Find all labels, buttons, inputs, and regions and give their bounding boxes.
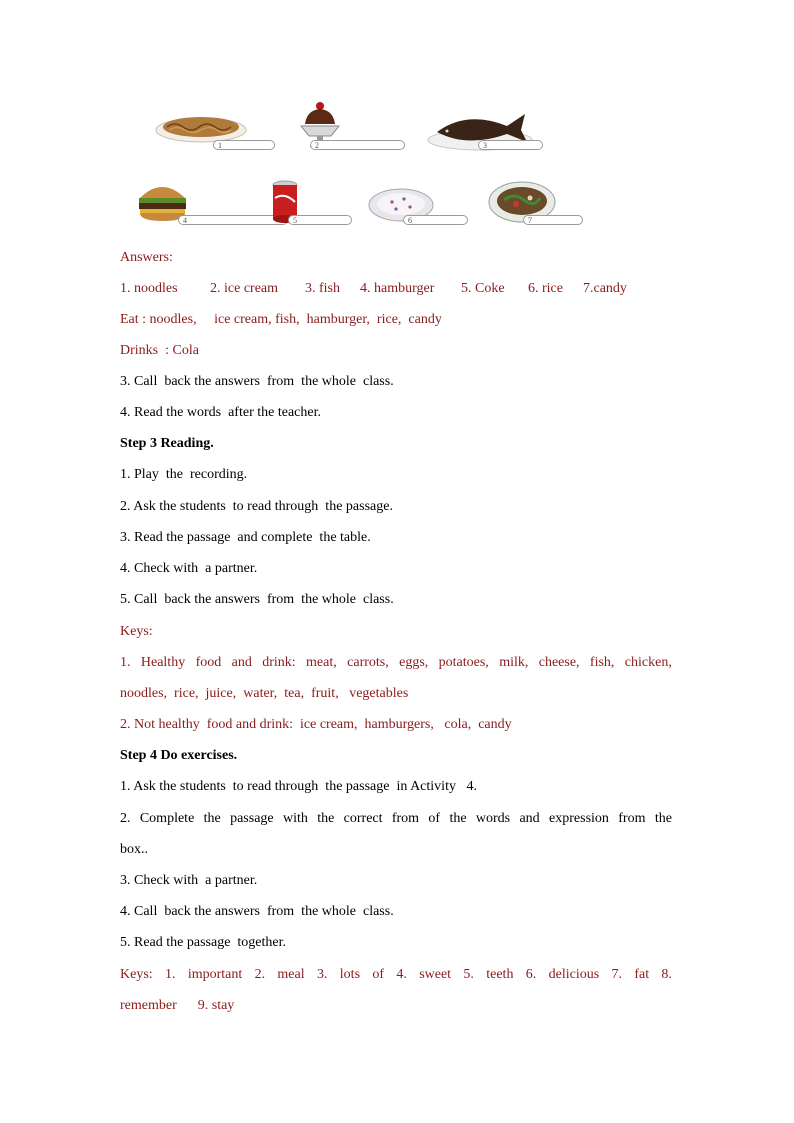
step4-keys-line-2: remember 9. stay bbox=[120, 998, 235, 1013]
step3-key-2: 2. Not healthy food and drink: ice cream, hamburgers, cola, candy bbox=[120, 717, 512, 732]
word: passage bbox=[230, 811, 274, 826]
step4-title: Step 4 Do exercises. bbox=[120, 748, 238, 763]
word: the bbox=[203, 811, 221, 826]
picture-label-1: 1 bbox=[213, 140, 275, 150]
step4-item-2-line-2: box.. bbox=[120, 842, 148, 857]
word: 2. bbox=[120, 811, 131, 826]
word: chicken, bbox=[624, 655, 672, 670]
word: teeth bbox=[486, 967, 514, 982]
word: 8. bbox=[661, 967, 672, 982]
word: from bbox=[618, 811, 646, 826]
word: Healthy bbox=[140, 655, 186, 670]
picture-label-4: 4 bbox=[178, 215, 288, 225]
word: eggs, bbox=[399, 655, 429, 670]
word: the bbox=[317, 811, 335, 826]
word: important bbox=[187, 967, 243, 982]
step3-keys-heading: Keys: bbox=[120, 624, 153, 639]
noodles-image bbox=[155, 110, 247, 144]
step3-item-4: 4. Check with a partner. bbox=[120, 561, 258, 576]
answer-item: 3. fish bbox=[305, 281, 340, 296]
word: 2. bbox=[254, 967, 266, 982]
word: 5. bbox=[463, 967, 474, 982]
step3-item-5: 5. Call back the answers from the whole class. bbox=[120, 592, 394, 607]
step4-item-4: 4. Call back the answers from the whole class. bbox=[120, 904, 394, 919]
word: the bbox=[654, 811, 672, 826]
step2-item-3: 3. Call back the answers from the whole class. bbox=[120, 374, 394, 389]
word: fish, bbox=[589, 655, 615, 670]
word: 7. bbox=[611, 967, 622, 982]
step3-item-1: 1. Play the recording. bbox=[120, 467, 248, 482]
answers-eat: Eat : noodles, ice cream, fish, hamburger, rice, candy bbox=[120, 312, 442, 327]
word: from bbox=[391, 811, 420, 826]
word: 4. bbox=[396, 967, 407, 982]
word: of bbox=[372, 967, 385, 982]
word: with bbox=[282, 811, 308, 826]
step2-item-4: 4. Read the words after the teacher. bbox=[120, 405, 321, 420]
word: 1. bbox=[165, 967, 176, 982]
answers-heading: Answers: bbox=[120, 250, 173, 265]
word: meat, bbox=[306, 655, 337, 670]
answer-item: 6. rice bbox=[528, 281, 563, 296]
word: milk, bbox=[499, 655, 529, 670]
word: and bbox=[231, 655, 252, 670]
word: fat bbox=[634, 967, 650, 982]
word: correct bbox=[343, 811, 383, 826]
word: drink: bbox=[262, 655, 296, 670]
word: potatoes, bbox=[438, 655, 489, 670]
answer-item: 1. noodles bbox=[120, 281, 178, 296]
word: cheese, bbox=[538, 655, 580, 670]
picture-label-2: 2 bbox=[310, 140, 405, 150]
word: food bbox=[195, 655, 222, 670]
word: 1. bbox=[120, 655, 131, 670]
word: words bbox=[475, 811, 511, 826]
picture-label-6: 6 bbox=[403, 215, 468, 225]
step4-item-1: 1. Ask the students to read through the passage in Activity 4. bbox=[120, 779, 477, 794]
answer-item: 7.candy bbox=[583, 281, 627, 296]
word: of bbox=[428, 811, 441, 826]
word: Keys: bbox=[120, 967, 153, 982]
word: 6. bbox=[525, 967, 537, 982]
word: delicious bbox=[548, 967, 600, 982]
step3-key-1-line-1 bbox=[120, 655, 672, 671]
word: carrots, bbox=[347, 655, 389, 670]
step3-item-3: 3. Read the passage and complete the table. bbox=[120, 530, 371, 545]
food-picture-panel bbox=[120, 95, 590, 235]
step4-item-3: 3. Check with a partner. bbox=[120, 873, 258, 888]
step4-item-5: 5. Read the passage together. bbox=[120, 935, 287, 950]
step3-item-2: 2. Ask the students to read through the passage. bbox=[120, 499, 393, 514]
word: Complete bbox=[139, 811, 195, 826]
step3-title: Step 3 Reading. bbox=[120, 436, 214, 451]
word: and bbox=[519, 811, 540, 826]
word: expression bbox=[549, 811, 609, 826]
word: meal bbox=[277, 967, 305, 982]
picture-label-7: 7 bbox=[523, 215, 583, 225]
step4-keys-line-1 bbox=[120, 967, 672, 983]
word: sweet bbox=[419, 967, 452, 982]
word: lots bbox=[339, 967, 361, 982]
picture-label-5: 5 bbox=[288, 215, 352, 225]
step4-item-2-line-1 bbox=[120, 811, 672, 827]
answer-item: 5. Coke bbox=[461, 281, 505, 296]
answer-item: 2. ice cream bbox=[210, 281, 279, 296]
step3-key-1-line-2: noodles, rice, juice, water, tea, fruit, vegetables bbox=[120, 686, 409, 701]
word: 3. bbox=[316, 967, 328, 982]
answer-item: 4. hamburger bbox=[360, 281, 435, 296]
picture-label-3: 3 bbox=[478, 140, 543, 150]
word: the bbox=[449, 811, 467, 826]
answers-drinks: Drinks : Cola bbox=[120, 343, 199, 358]
